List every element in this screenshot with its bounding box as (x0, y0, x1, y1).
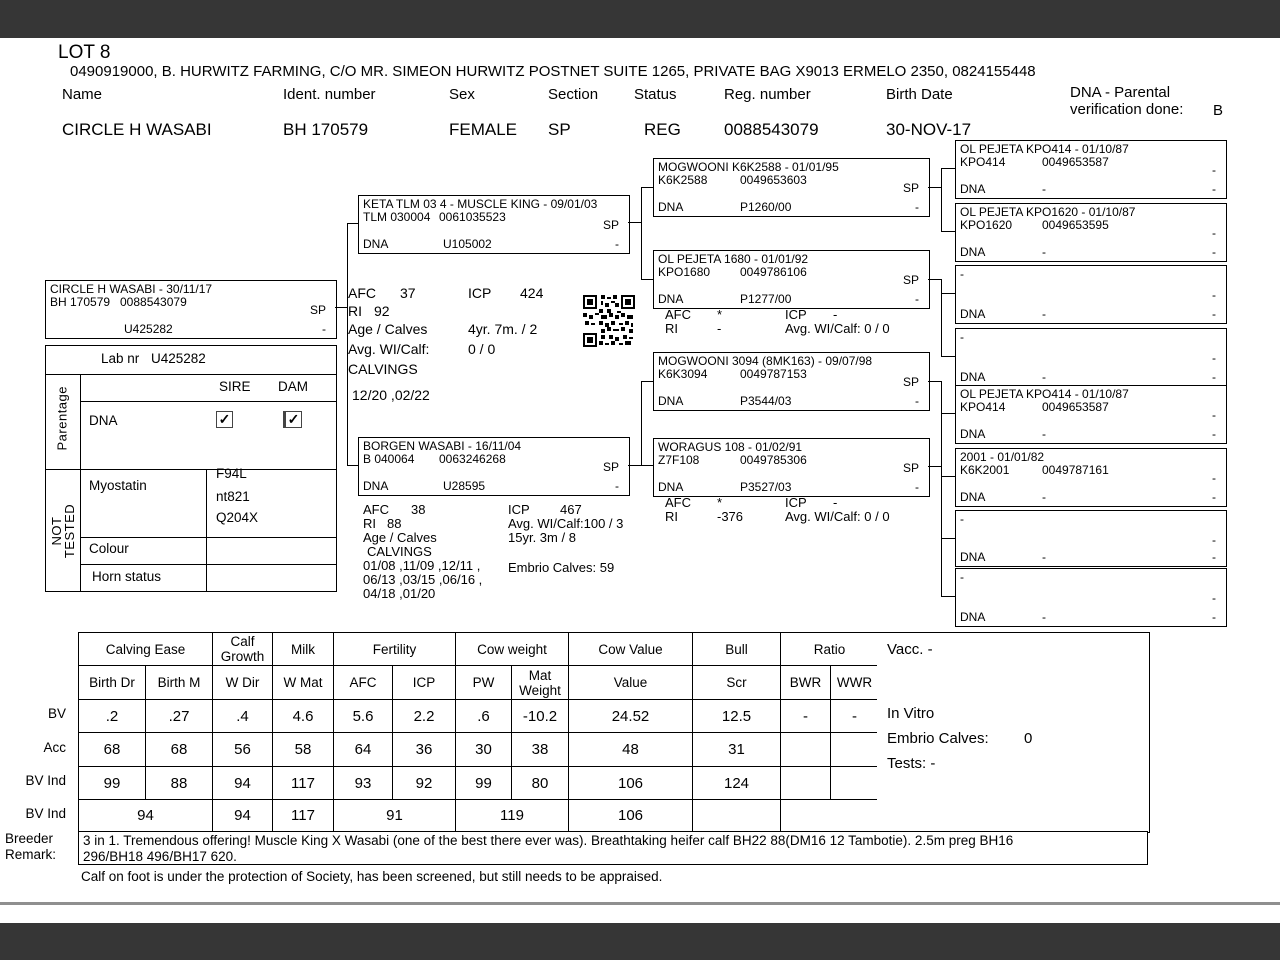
embrio-calves-value: 0 (1024, 730, 1033, 747)
breeder-remark-box (78, 831, 1148, 865)
animal-name: CIRCLE H WASABI (62, 120, 212, 139)
group-ratio: Ratio (781, 633, 879, 666)
myostatin-value-1: F94L (216, 466, 247, 481)
col-w-dir: W Dir (213, 666, 273, 700)
dna-row-label: DNA (89, 413, 118, 428)
vacc-text: Vacc. - (887, 641, 933, 658)
pedigree-box-sire: KETA TLM 03 4 - MUSCLE KING - 09/01/03 TLM 030004 0061035523 SP DNA U105002 - (358, 195, 630, 254)
pedigree-box-gg3: - - DNA - - (955, 265, 1227, 324)
g4-stats: AFC * ICP - RI -376 Avg. WI/Calf: 0 / 0 (665, 495, 890, 524)
breeder-address: 0490919000, B. HURWITZ FARMING, C/O MR. SIMEON HURWITZ POSTNET SUITE 1265, PRIVATE BAG X9013 ERMELO 2350, 0824155448 (70, 63, 1036, 80)
group-bull: Bull (693, 633, 781, 666)
myostatin-label: Myostatin (89, 478, 147, 493)
dam-column-label: DAM (278, 379, 308, 394)
group-calving-ease: Calving Ease (79, 633, 213, 666)
pedigree-box-g2: OL PEJETA 1680 - 01/01/92 KPO1680 0049786106 SP DNA P1277/00 - (653, 250, 930, 309)
embrio-calves-label: Embrio Calves: (887, 730, 989, 747)
pedigree-box-animal: CIRCLE H WASABI - 30/11/17 BH 170579 0088543079 SP U425282 - (45, 280, 337, 339)
sex-label: Sex (449, 86, 475, 103)
section-label: Section (548, 86, 599, 103)
dam-stats-left: AFC 38 RI 88 Age / Calves CALVINGS 01/08 ,11/09 ,12/11 , 06/13 ,03/15 ,06/16 , 04/18 ,01/20 (363, 502, 483, 601)
col-birth-m: Birth M (146, 666, 213, 700)
tests-text: Tests: - (887, 755, 936, 772)
col-afc: AFC (334, 666, 393, 700)
col-wwr: WWR (831, 666, 879, 700)
col-icp: ICP (393, 666, 456, 700)
section-value: SP (548, 120, 571, 139)
lot-title: LOT 8 (58, 42, 111, 63)
row-label-bv: BV (47, 706, 66, 721)
breeder-remark-label: Breeder Remark: (5, 831, 57, 862)
group-cow-weight: Cow weight (456, 633, 569, 666)
pedigree-box-gg2: OL PEJETA KPO1620 - 01/10/87 KPO1620 0049653595 - DNA - - (955, 203, 1227, 262)
row-label-bv-ind-2: BV Ind (25, 806, 66, 821)
dna-verification-label: DNA - Parental verification done: (1070, 84, 1184, 118)
myostatin-value-2: nt821 (216, 489, 250, 504)
bv-ind-row: 99 88 94 117 93 92 99 80 106 124 (79, 767, 879, 800)
group-cow-value: Cow Value (569, 633, 693, 666)
ident-value: BH 170579 (283, 120, 369, 139)
breeding-values-table (78, 632, 879, 832)
col-pw: PW (456, 666, 512, 700)
row-label-bv-ind-1: BV Ind (25, 773, 66, 788)
bv-row: .2 .27 .4 4.6 5.6 2.2 .6 -10.2 24.52 12.5 - - (79, 700, 879, 733)
status-label: Status (634, 86, 677, 103)
divider-rule (0, 902, 1280, 905)
col-bwr: BWR (781, 666, 831, 700)
bottom-band (0, 923, 1280, 960)
dam-stats-right: ICP 467 Avg. WI/Calf:100 / 3 15yr. 3m / 8 Embrio Calves: 59 (508, 502, 624, 575)
sire-column-label: SIRE (219, 379, 251, 394)
pedigree-box-gg1: OL PEJETA KPO414 - 01/10/87 KPO414 0049653587 - DNA - - (955, 140, 1227, 199)
row-label-acc: Acc (43, 740, 66, 755)
col-w-mat: W Mat (273, 666, 334, 700)
dam-dna-checkbox[interactable]: ✓ (283, 411, 302, 428)
pedigree-box-gg5: OL PEJETA KPO414 - 01/10/87 KPO414 0049653587 - DNA - - (955, 385, 1227, 444)
pedigree-box-gg6: 2001 - 01/01/82 K6K2001 0049787161 - DNA - - (955, 448, 1227, 507)
lab-nr-value: U425282 (151, 351, 206, 366)
qr-code (583, 295, 635, 347)
pedigree-box-g4: WORAGUS 108 - 01/02/91 Z7F108 0049785306 SP DNA P3527/03 - (653, 438, 930, 497)
group-milk: Milk (273, 633, 334, 666)
birth-label: Birth Date (886, 86, 953, 103)
name-label: Name (62, 86, 103, 103)
pedigree-box-gg8: - - DNA - - (955, 568, 1227, 627)
parentage-label: Parentage (54, 386, 70, 451)
pedigree-box-dam: BORGEN WASABI - 16/11/04 B 040064 0063246268 SP DNA U28595 - (358, 437, 630, 496)
sire-dna-checkbox[interactable]: ✓ (216, 411, 233, 428)
g2-stats: AFC * ICP - RI - Avg. WI/Calf: 0 / 0 (665, 307, 890, 336)
col-value: Value (569, 666, 693, 700)
pedigree-box-g3: MOGWOONI 3094 (8MK163) - 09/07/98 K6K3094 0049787153 SP DNA P3544/03 - (653, 352, 930, 411)
acc-row: 68 68 56 58 64 36 30 38 48 31 (79, 733, 879, 767)
ident-label: Ident. number (283, 86, 376, 103)
lab-box (45, 345, 337, 592)
breeder-remark-line-2: 296/BH18 496/BH17 620. (83, 849, 237, 864)
horn-status-label: Horn status (92, 569, 162, 584)
pedigree-box-g1: MOGWOONI K6K2588 - 01/01/95 K6K2588 0049653603 SP DNA P1260/00 - (653, 158, 930, 217)
birth-value: 30-NOV-17 (886, 120, 972, 139)
group-fertility: Fertility (334, 633, 456, 666)
myostatin-value-3: Q204X (216, 510, 259, 525)
top-band (0, 0, 1280, 38)
in-vitro-text: In Vitro (887, 705, 935, 722)
sex-value: FEMALE (449, 120, 518, 139)
not-tested-label: NOT TESTED (49, 503, 77, 559)
reg-value: 0088543079 (724, 120, 819, 139)
group-calf-growth: Calf Growth (213, 633, 273, 666)
colour-label: Colour (89, 541, 129, 556)
col-scr: Scr (693, 666, 781, 700)
pedigree-box-gg4: - - DNA - - (955, 328, 1227, 387)
breeder-remark-line-1: 3 in 1. Tremendous offering! Muscle King X Wasabi (one of the best there ever was). Breathtaking heifer calf BH22 88(DM16 12 Tambotie). 2.5m preg BH16 (83, 833, 1014, 848)
reg-label: Reg. number (724, 86, 811, 103)
col-mat-weight: Mat Weight (512, 666, 569, 700)
bv-ind-group-row: 94 94 117 91 119 106 (79, 800, 879, 832)
side-panel (877, 632, 1150, 833)
pedigree-box-gg7: - - DNA - - (955, 510, 1227, 567)
status-value: REG (644, 120, 681, 139)
dna-verification-value: B (1213, 102, 1224, 119)
lab-nr-label: Lab nr (101, 351, 140, 366)
col-birth-dr: Birth Dr (79, 666, 146, 700)
society-note: Calf on foot is under the protection of Society, has been screened, but still needs to be appraised. (81, 869, 663, 884)
sire-stats: AFC 37 ICP 424 RI 92 Age / Calves 4yr. 7m. / 2 Avg. WI/Calf: 0 / 0 CALVINGS 12/20 ,02/22 (348, 285, 544, 403)
